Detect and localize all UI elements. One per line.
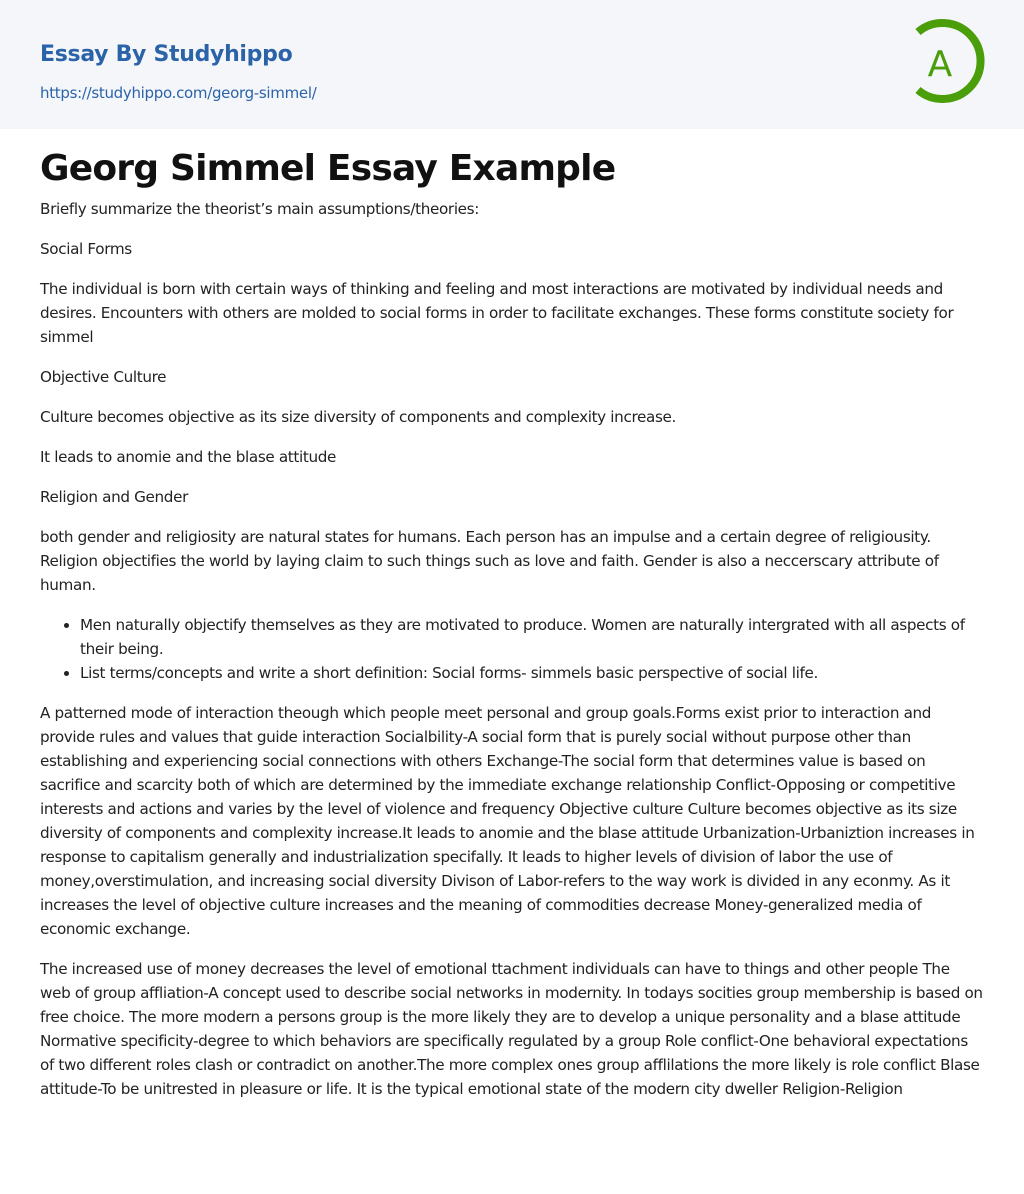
- intro-question: Briefly summarize the theorist’s main assumptions/theories:: [40, 200, 480, 218]
- paragraph: both gender and religiosity are natural states for humans. Each person has an impulse and a certain degree of religiousity. Religion objectifies the world by laying claim to such things such as love and faith. Gender is also a neccerscary attribute of human.: [40, 528, 939, 594]
- page-title: Georg Simmel Essay Example: [40, 148, 616, 189]
- studyhippo-logo-icon[interactable]: [906, 18, 986, 104]
- svg-text:A: A: [927, 44, 953, 85]
- section-heading-social-forms: Social Forms: [40, 240, 132, 258]
- paragraph: A patterned mode of interaction theough which people meet personal and group goals.Forms exist prior to interaction and provide rules and values that guide interaction Socialbility-A social form that is purely social without purpose other than establishing and experiencing social connections with others Exchange-The social form that determines value is based on sacrifice and scarcity both of which are determined by the immediate exchange relationship Conflict-Opposing or competitive interests and actions and varies by the level of violence and frequency Objective culture Culture becomes objective as its size diversity of components and complexity increase.It leads to anomie and the blase attitude Urbanization-Urbaniztion increases in response to capitalism generally and industrialization specifally. It leads to higher levels of division of labor the use of money,overstimulation, and increasing social diversity Divison of Labor-refers to the way work is divided in any econmy. As it increases the level of objective culture increases and the meaning of commodities decrease Money-generalized media of economic exchange.: [40, 704, 975, 938]
- section-heading-objective-culture: Objective Culture: [40, 368, 167, 386]
- list-item: • Men naturally objectify themselves as they are motivated to produce. Women are naturally intergrated with all aspects of their being.: [80, 613, 984, 661]
- paragraph: The individual is born with certain ways of thinking and feeling and most interactions are motivated by individual needs and desires. Encounters with others are molded to social forms in order to facilitate exchanges. These forms constitute society for simmel: [40, 280, 954, 346]
- site-header: [0, 0, 1024, 129]
- section-heading-religion-gender: Religion and Gender: [40, 488, 188, 506]
- paragraph: Culture becomes objective as its size diversity of components and complexity increase.: [40, 408, 676, 426]
- essay-content: [0, 147, 1024, 1101]
- paragraph: It leads to anomie and the blase attitude: [40, 448, 337, 466]
- bullet-list: [40, 613, 984, 685]
- list-item: • List terms/concepts and write a short definition: Social forms- simmels basic perspective of social life.: [80, 661, 984, 685]
- brand-title: Essay By Studyhippo: [40, 42, 293, 67]
- source-url-link[interactable]: https://studyhippo.com/georg-simmel/: [40, 84, 317, 102]
- paragraph: The increased use of money decreases the level of emotional ttachment individuals can have to things and other people The web of group affliation-A concept used to describe social networks in modernity. In todays socities group membership is based on free choice. The more modern a persons group is the more likely they are to develop a unique personality and a blase attitude Normative specificity-degree to which behaviors are specifically regulated by a group Role conflict-One behavioral expectations of two different roles clash or contradict on another.The more complex ones group afflilations the more likely is role conflict Blase attitude-To be unitrested in pleasure or life. It is the typical emotional state of the modern city dweller Religion-Religion: [40, 960, 983, 1098]
